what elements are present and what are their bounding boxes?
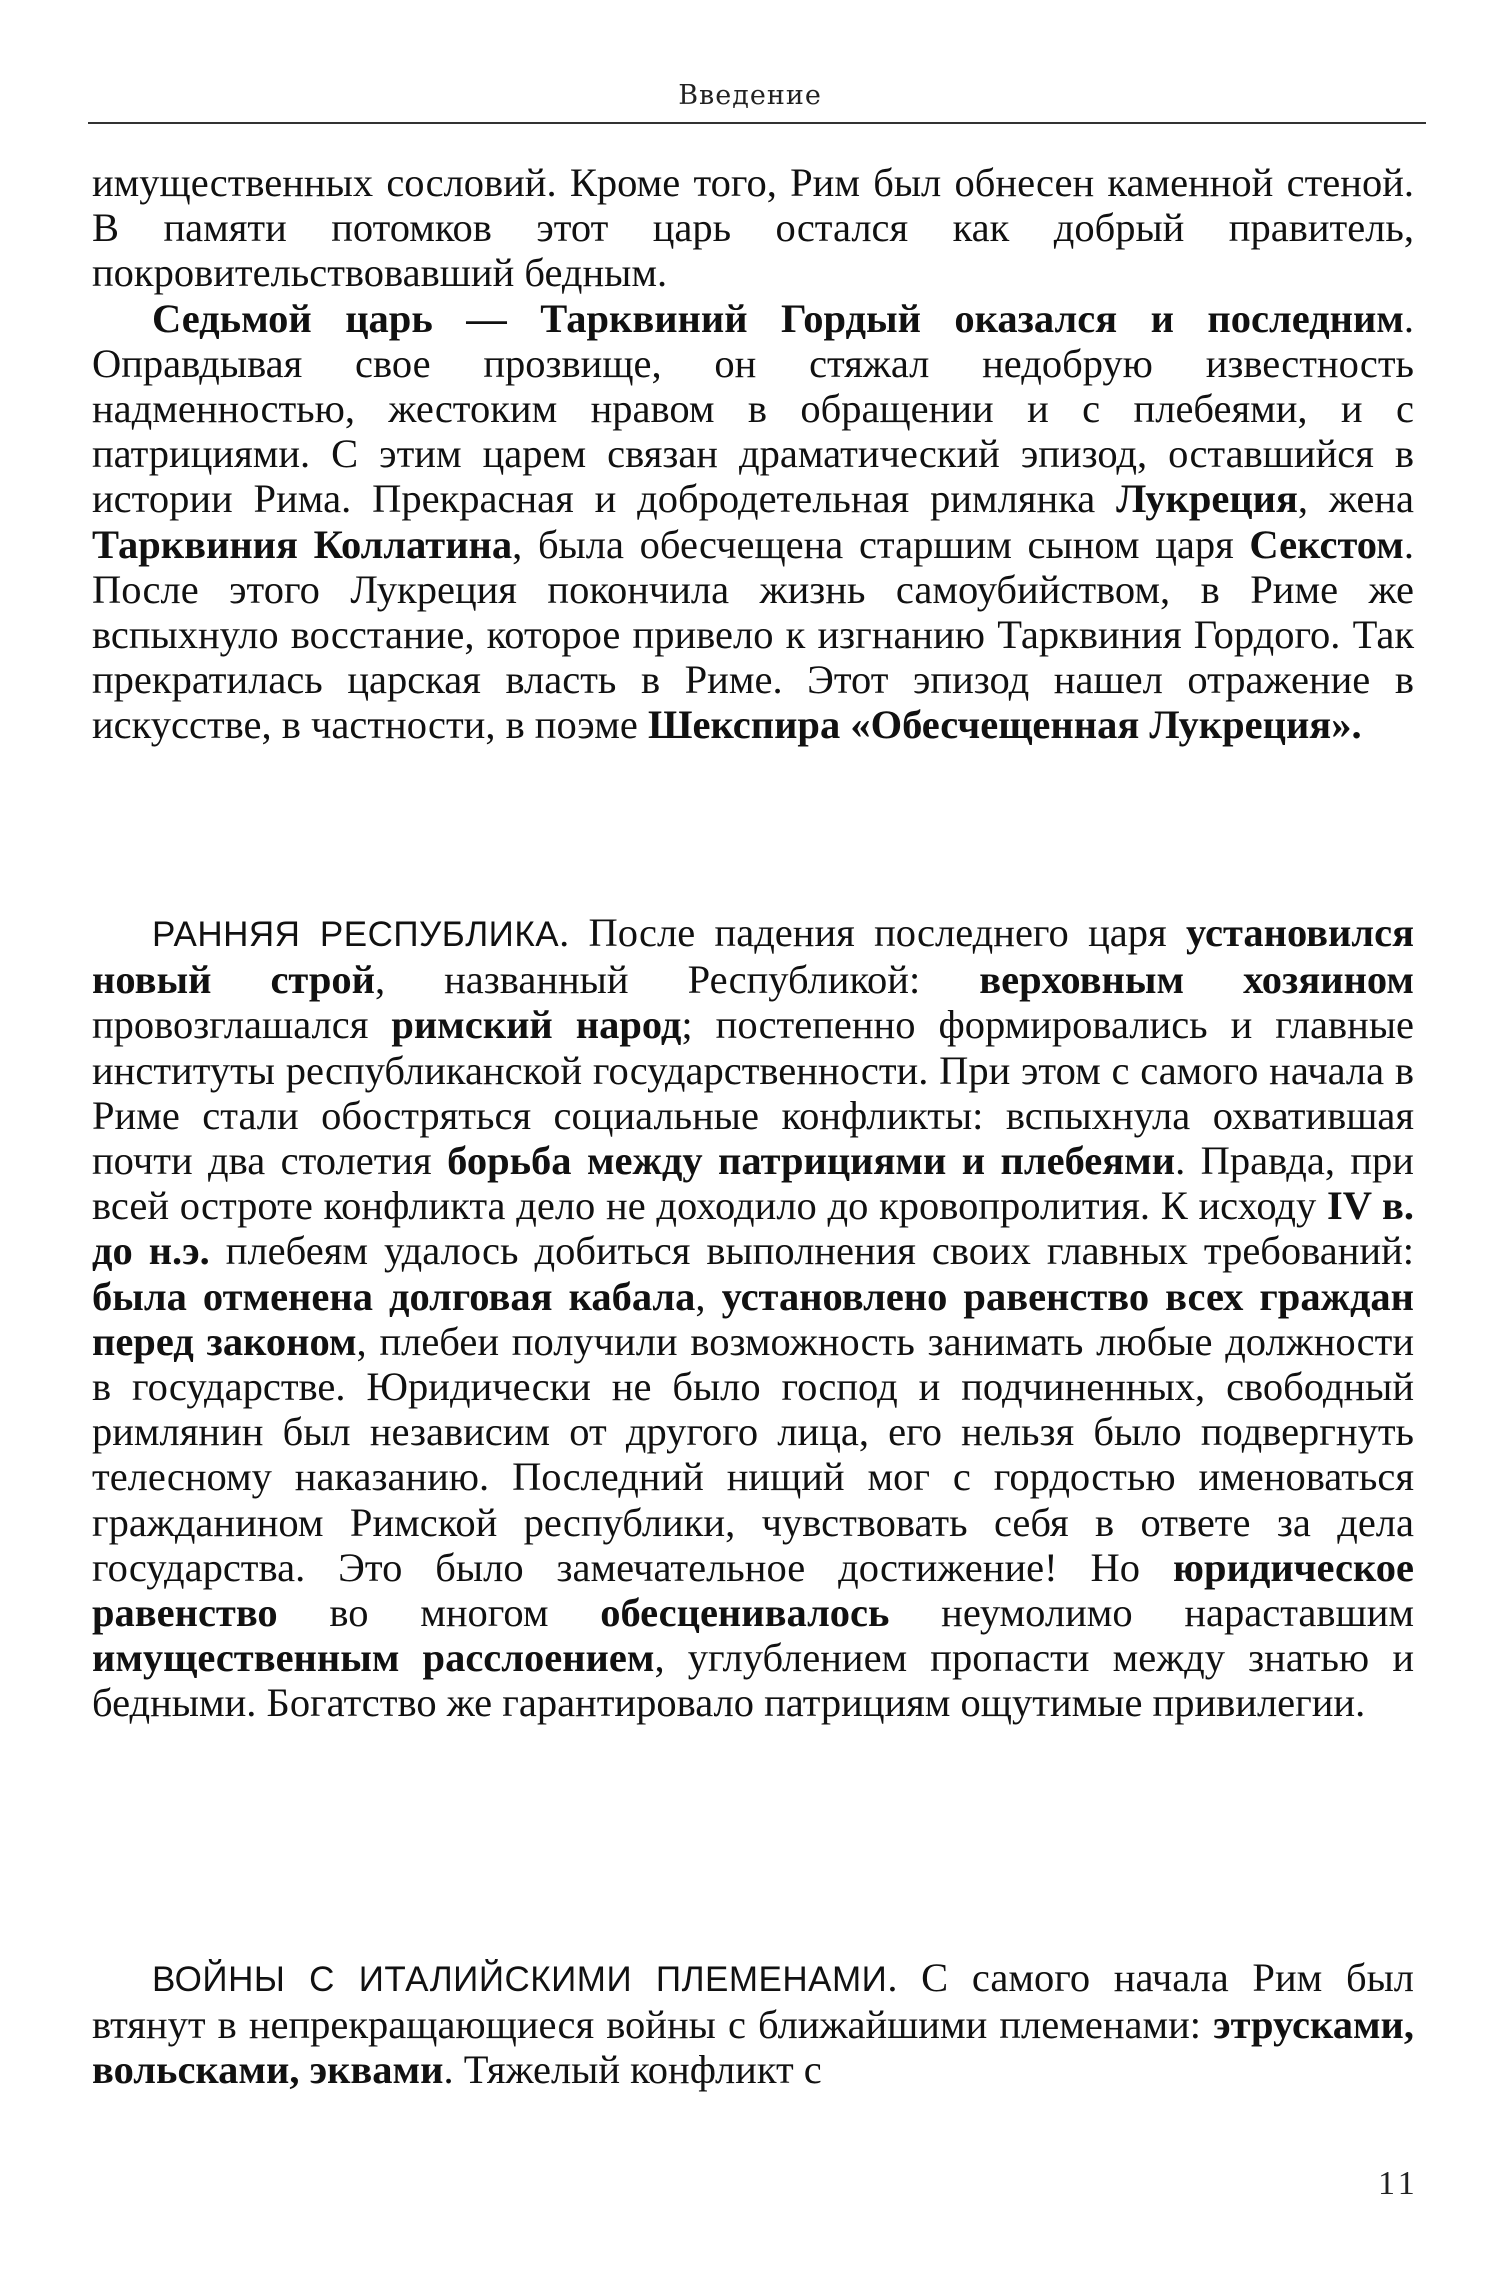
paragraph-3 [92, 910, 1414, 1726]
bold-term: Седьмой царь — Тарквиний Гордый оказался и последним [152, 295, 1404, 341]
bold-term: верховным хозяином [979, 957, 1414, 1003]
bold-term: Тарквиния Коллатина [92, 521, 513, 567]
section-heading-italian-wars: ВОЙНЫ С ИТАЛИЙСКИМИ ПЛЕМЕНАМИ [152, 1960, 888, 1999]
running-header: Введение [678, 80, 822, 111]
text-span: , углублением пропасти между знатью и бедными. Богатство же гарантировало патрициям ощутимые привилегии. [92, 1635, 1414, 1726]
text-span: . С самого начала Рим был втянут в непрекращающиеся войны с ближайшими племенами: [92, 1955, 1414, 2048]
bold-term: IV в. до н.э. [92, 1183, 1415, 1274]
text-span: , плебеи получили возможность занимать любые должности в государстве. Юридически не было господ и подчиненных, свободный римлянин был независим от другого лица, его нельзя было подвергнуть телесному наказанию. Последний нищий мог с гордостью именоваться гражданином Римской республики, чувствовать себя в ответе за дела государства. Это было замечательное достижение! Но [92, 1318, 1414, 1590]
bold-term: имущественным расслоением [92, 1635, 655, 1681]
bold-term: римский народ [391, 1002, 682, 1048]
body-text-middle [92, 910, 1414, 1726]
text-span: имущественных сословий. Кроме того, Рим был обнесен каменной стеной. В памяти потомков этот царь остался как добрый правитель, покровительствовавший бедным. [92, 160, 1414, 296]
bold-term: борьба между патрициями и плебеями [447, 1138, 1176, 1184]
bold-term: установился новый строй [92, 910, 1414, 1003]
text-span: , [695, 1273, 722, 1319]
bold-term: Шекспира «Обесчещенная Лукреция». [648, 702, 1362, 748]
bold-term: Секстом [1249, 521, 1404, 567]
text-span: , названный Республикой: [374, 957, 980, 1003]
text-span: . Правда, при всей остроте конфликта дело не доходило до кровопролития. К исходу [92, 1138, 1414, 1229]
bold-term: установлено равенство всех граждан перед законом [92, 1273, 1415, 1364]
paragraph-2 [92, 296, 1414, 748]
bold-term: Лукреция [1116, 476, 1298, 522]
text-span: ; постепенно формировались и главные институты республиканской государственности. При этом с самого начала в Риме стали обостряться социальные конфликты: вспыхнула охватившая почти два столетия [92, 1002, 1415, 1184]
text-span: . Оправдывая свое прозвище, он стяжал недобрую известность надменностью, жестоким нравом в обращении и с плебеями, и с патрициями. С этим царем связан драматический эпизод, оставшийся в истории Рима. Прекрасная и добродетельная римлянка [92, 295, 1414, 522]
bold-term: обесценивалось [600, 1590, 890, 1636]
text-span: . После падения последнего царя [559, 910, 1186, 955]
text-span: плебеям удалось добиться выполнения своих главных требований: [209, 1228, 1414, 1274]
text-span: . Тяжелый конфликт с [443, 2047, 822, 2093]
text-span: во многом [277, 1590, 601, 1636]
section-heading-early-republic: РАННЯЯ РЕСПУБЛИКА [152, 915, 560, 954]
paragraph-4 [92, 1955, 1414, 2093]
text-span: . После этого Лукреция покончила жизнь самоубийством, в Риме же вспыхнуло восстание, которое привело к изгнанию Тарквиния Гордого. Так прекратилась царская власть в Риме. Этот эпизод нашел отражение в искусстве, в частности, в поэме [92, 521, 1414, 748]
text-span: , жена [1297, 476, 1414, 522]
text-span: , была обесчещена старшим сыном царя [512, 521, 1250, 567]
page-number: 11 [1378, 2165, 1419, 2202]
body-text-top [92, 160, 1414, 748]
bold-term: этрусками, вольсками, эквами [92, 2002, 1414, 2093]
header-rule [88, 122, 1426, 124]
bold-term: была отменена долговая кабала [92, 1273, 696, 1319]
text-span: провозглашался [92, 1002, 392, 1048]
text-span: неумолимо нараставшим [889, 1590, 1414, 1636]
paragraph-1 [92, 160, 1414, 296]
body-text-bottom [92, 1955, 1414, 2093]
bold-term: юридическое равенство [92, 1544, 1414, 1636]
